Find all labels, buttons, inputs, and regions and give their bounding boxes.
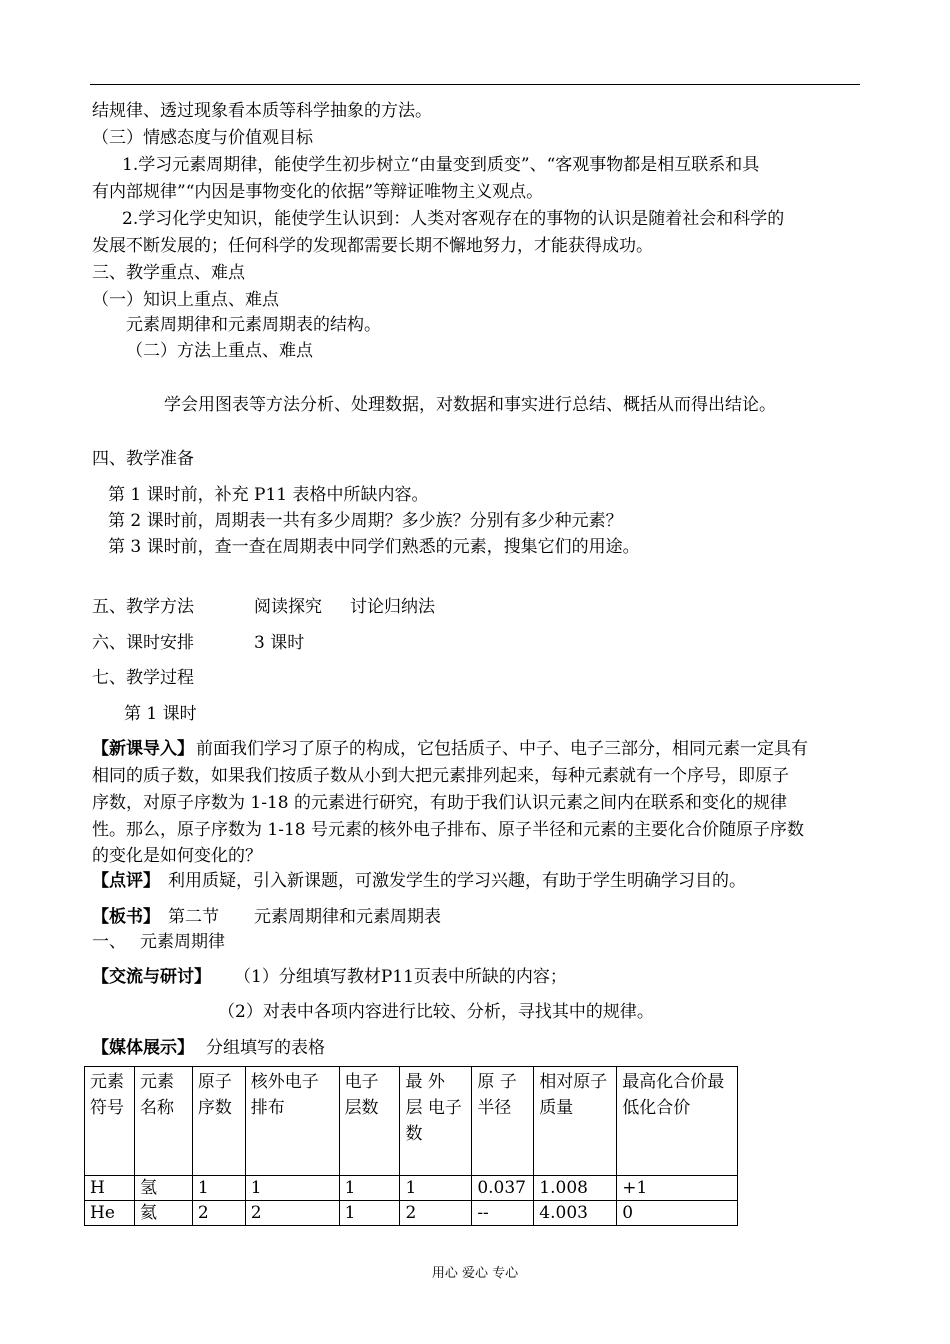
header-cell: 核外电子排布 (245, 1067, 339, 1176)
table-cell: 2 (192, 1201, 245, 1226)
text-line: 2.学习化学史知识，能使学生认识到：人类对客观存在的事物的认识是随着社会和科学的 (122, 209, 785, 229)
text-line: 第 3 课时前，查一查在周期表中同学们熟悉的元素，搜集它们的用途。 (108, 537, 640, 557)
table-cell: 2 (400, 1201, 472, 1226)
table-row (85, 1176, 738, 1201)
table-cell: 2 (245, 1201, 339, 1226)
text-line: 性。那么，原子序数为 1-18 号元素的核外电子排布、原子半径和元素的主要化合价随原子序数 (92, 820, 804, 840)
table-cell: 4.003 (534, 1201, 617, 1226)
section-heading: （一）知识上重点、难点 (92, 290, 279, 310)
header-cell: 最高化合价最低化合价 (617, 1067, 738, 1176)
table-cell: 1 (339, 1201, 400, 1226)
method-item: 阅读探究 (254, 597, 322, 617)
table-cell: H (85, 1176, 135, 1201)
header-cell: 原 子 半径 (472, 1067, 534, 1176)
text-line: （2）对表中各项内容进行比较、分析，寻找其中的规律。 (218, 1002, 654, 1022)
page-footer: 用心 爱心 专心 (431, 1266, 519, 1281)
text-line: 利用质疑，引入新课题，可激发学生的学习兴趣，有助于学生明确学习目的。 (168, 871, 746, 891)
period-count: 3 课时 (254, 633, 305, 653)
text-line: 元素周期律和元素周期表的结构。 (126, 315, 381, 335)
text-line: 学会用图表等方法分析、处理数据，对数据和事实进行总结、概括从而得出结论。 (164, 395, 776, 415)
method-item: 讨论归纳法 (350, 597, 435, 617)
text-line: 第 1 课时前，补充 P11 表格中所缺内容。 (108, 485, 429, 505)
text-line: 前面我们学习了原子的构成，它包括质子、中子、电子三部分，相同元素一定具有 (196, 739, 808, 759)
tag-media: 【媒体展示】 (92, 1038, 194, 1058)
header-cell: 电子层数 (339, 1067, 400, 1176)
table-cell: 1 (400, 1176, 472, 1201)
table-cell: -- (472, 1201, 534, 1226)
table-header-row (85, 1067, 738, 1176)
table-cell: 氢 (134, 1176, 192, 1201)
table-row (85, 1201, 738, 1226)
text-line: 有内部规律”“内因是事物变化的依据”等辩证唯物主义观点。 (92, 182, 544, 202)
section-heading: 五、教学方法 (92, 597, 194, 617)
text-line: 元素周期律和元素周期表 (254, 907, 441, 927)
section-heading: 四、教学准备 (92, 449, 194, 469)
text-line: 元素周期律 (140, 932, 225, 952)
section-heading: 三、教学重点、难点 (92, 263, 245, 283)
table-cell: 1 (192, 1176, 245, 1201)
text-line: 的变化是如何变化的？ (92, 846, 262, 866)
tag-comment: 【点评】 (92, 871, 160, 891)
table-cell: 1 (339, 1176, 400, 1201)
tag-discussion: 【交流与研讨】 (92, 967, 211, 987)
text-line: 分组填写的表格 (206, 1038, 325, 1058)
text-line: 第 2 课时前，周期表一共有多少周期？多少族？分别有多少种元素？ (108, 511, 623, 531)
table-cell: 0.037 (472, 1176, 534, 1201)
section-heading: （三）情感态度与价值观目标 (92, 128, 313, 148)
text-line: 第二节 (168, 907, 219, 927)
header-cell: 相对原子质量 (534, 1067, 617, 1176)
header-cell: 最 外 层 电子数 (400, 1067, 472, 1176)
element-table (84, 1066, 738, 1226)
section-heading: 六、课时安排 (92, 633, 194, 653)
text-line: 结规律、透过现象看本质等科学抽象的方法。 (92, 101, 432, 121)
header-cell: 元素符号 (85, 1067, 135, 1176)
table-cell: He (85, 1201, 135, 1226)
table-cell: 1 (245, 1176, 339, 1201)
tag-board: 【板书】 (92, 907, 160, 927)
text-line: 1.学习元素周期律，能使学生初步树立“由量变到质变”、“客观事物都是相互联系和具 (122, 155, 760, 175)
text-line: 发展不断发展的；任何科学的发现都需要长期不懈地努力，才能获得成功。 (92, 236, 653, 256)
header-cell: 元素名称 (134, 1067, 192, 1176)
table-cell: +1 (617, 1176, 738, 1201)
text-line: 一、 (92, 932, 126, 952)
text-line: 相同的质子数，如果我们按质子数从小到大把元素排列起来，每种元素就有一个序号，即原子 (92, 766, 789, 786)
header-cell: 原子序数 (192, 1067, 245, 1176)
tag-new-lesson: 【新课导入】 (92, 739, 194, 759)
text-line: （1）分组填写教材P11页表中所缺的内容； (234, 967, 567, 987)
text-line: 序数，对原子序数为 1-18 的元素进行研究，有助于我们认识元素之间内在联系和变化的规律 (92, 793, 787, 813)
section-heading: （二）方法上重点、难点 (126, 341, 313, 361)
lesson-label: 第 1 课时 (124, 704, 197, 724)
header-rule (90, 84, 860, 85)
table-cell: 0 (617, 1201, 738, 1226)
table-cell: 氦 (134, 1201, 192, 1226)
table-cell: 1.008 (534, 1176, 617, 1201)
section-heading: 七、教学过程 (92, 668, 194, 688)
